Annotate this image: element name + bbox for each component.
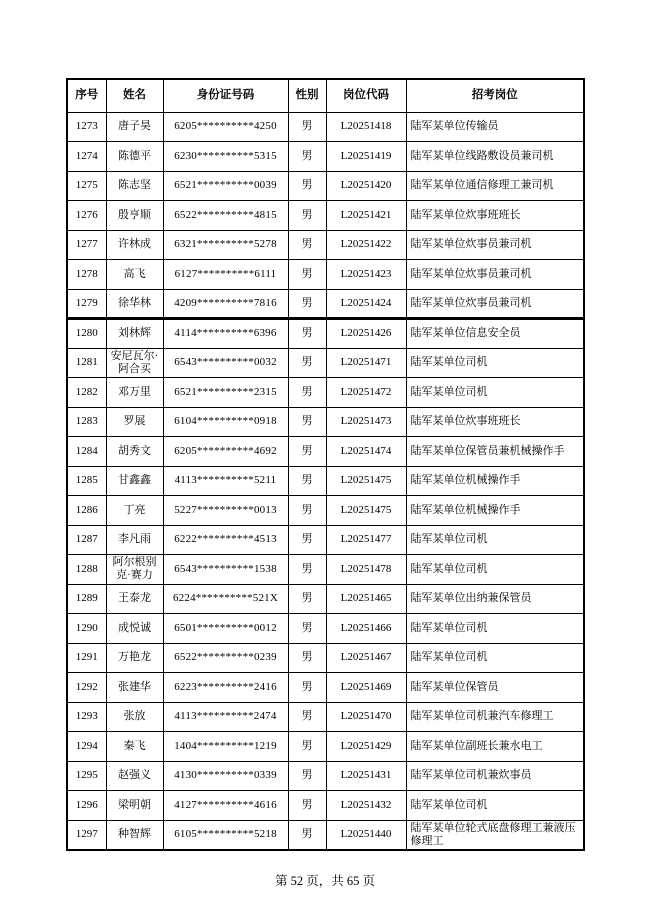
cell-seq: 1289 (67, 584, 106, 614)
cell-seq: 1283 (67, 407, 106, 437)
cell-name: 陈德平 (106, 142, 163, 172)
table-row (67, 732, 584, 762)
cell-code: L20251422 (326, 230, 406, 260)
cell-gender: 男 (288, 702, 326, 732)
cell-name: 梁明朝 (106, 791, 163, 821)
cell-code: L20251418 (326, 112, 406, 142)
cell-code: L20251478 (326, 555, 406, 585)
cell-seq: 1288 (67, 555, 106, 585)
cell-id: 4127**********4616 (163, 791, 288, 821)
cell-id: 6501**********0012 (163, 614, 288, 644)
cell-gender: 男 (288, 820, 326, 850)
cell-seq: 1282 (67, 378, 106, 408)
cell-id: 6205**********4250 (163, 112, 288, 142)
cell-seq: 1281 (67, 348, 106, 378)
cell-gender: 男 (288, 142, 326, 172)
table-row (67, 614, 584, 644)
cell-gender: 男 (288, 791, 326, 821)
cell-id: 6224**********521X (163, 584, 288, 614)
cell-position: 陆军某单位传输员 (406, 112, 584, 142)
cell-gender: 男 (288, 761, 326, 791)
cell-gender: 男 (288, 614, 326, 644)
cell-id: 6205**********4692 (163, 437, 288, 467)
table-row (67, 466, 584, 496)
cell-gender: 男 (288, 466, 326, 496)
table-header (67, 79, 584, 112)
cell-code: L20251465 (326, 584, 406, 614)
cell-position: 陆军某单位保管员 (406, 673, 584, 703)
table-row (67, 201, 584, 231)
cell-name: 许林成 (106, 230, 163, 260)
cell-name: 张放 (106, 702, 163, 732)
table-row (67, 112, 584, 142)
cell-code: L20251421 (326, 201, 406, 231)
cell-id: 4209**********7816 (163, 289, 288, 319)
cell-seq: 1286 (67, 496, 106, 526)
table-row (67, 407, 584, 437)
cell-id: 6543**********1538 (163, 555, 288, 585)
cell-name: 阿尔根别克·赛力 (106, 555, 163, 585)
cell-id: 6104**********0918 (163, 407, 288, 437)
cell-position: 陆军某单位司机 (406, 378, 584, 408)
cell-seq: 1294 (67, 732, 106, 762)
cell-gender: 男 (288, 260, 326, 290)
cell-id: 4114**********6396 (163, 319, 288, 349)
cell-gender: 男 (288, 525, 326, 555)
cell-position: 陆军某单位机械操作手 (406, 466, 584, 496)
cell-code: L20251424 (326, 289, 406, 319)
cell-seq: 1278 (67, 260, 106, 290)
cell-position: 陆军某单位司机 (406, 791, 584, 821)
cell-position: 陆军某单位出纳兼保管员 (406, 584, 584, 614)
cell-name: 王泰龙 (106, 584, 163, 614)
cell-seq: 1290 (67, 614, 106, 644)
table-row (67, 437, 584, 467)
cell-gender: 男 (288, 732, 326, 762)
cell-seq: 1292 (67, 673, 106, 703)
table-row (67, 378, 584, 408)
recruitment-table (66, 78, 585, 851)
table-row (67, 348, 584, 378)
cell-id: 1404**********1219 (163, 732, 288, 762)
cell-gender: 男 (288, 171, 326, 201)
cell-id: 6522**********0239 (163, 643, 288, 673)
table-row (67, 319, 584, 349)
cell-position: 陆军某单位副班长兼水电工 (406, 732, 584, 762)
cell-position: 陆军某单位机械操作手 (406, 496, 584, 526)
table-row (67, 496, 584, 526)
cell-code: L20251469 (326, 673, 406, 703)
cell-name: 高飞 (106, 260, 163, 290)
cell-id: 4113**********2474 (163, 702, 288, 732)
cell-name: 邓万里 (106, 378, 163, 408)
cell-code: L20251419 (326, 142, 406, 172)
cell-position: 陆军某单位轮式底盘修理工兼液压修理工 (406, 820, 584, 850)
cell-code: L20251475 (326, 466, 406, 496)
cell-code: L20251432 (326, 791, 406, 821)
cell-gender: 男 (288, 289, 326, 319)
cell-code: L20251431 (326, 761, 406, 791)
col-header-position: 招考岗位 (406, 79, 584, 112)
cell-gender: 男 (288, 348, 326, 378)
cell-position: 陆军某单位司机 (406, 348, 584, 378)
col-header-id: 身份证号码 (163, 79, 288, 112)
table-row (67, 260, 584, 290)
cell-code: L20251475 (326, 496, 406, 526)
cell-code: L20251477 (326, 525, 406, 555)
table-row (67, 525, 584, 555)
table-row (67, 702, 584, 732)
cell-name: 成悦诚 (106, 614, 163, 644)
cell-seq: 1291 (67, 643, 106, 673)
cell-position: 陆军某单位司机 (406, 555, 584, 585)
cell-id: 6521**********2315 (163, 378, 288, 408)
cell-name: 唐子昊 (106, 112, 163, 142)
cell-gender: 男 (288, 407, 326, 437)
cell-gender: 男 (288, 230, 326, 260)
cell-id: 6222**********4513 (163, 525, 288, 555)
cell-code: L20251429 (326, 732, 406, 762)
cell-name: 徐华林 (106, 289, 163, 319)
cell-code: L20251466 (326, 614, 406, 644)
col-header-name: 姓名 (106, 79, 163, 112)
cell-gender: 男 (288, 201, 326, 231)
cell-seq: 1273 (67, 112, 106, 142)
cell-name: 陈志坚 (106, 171, 163, 201)
cell-id: 6230**********5315 (163, 142, 288, 172)
table-row (67, 791, 584, 821)
cell-name: 丁亮 (106, 496, 163, 526)
cell-name: 万艳龙 (106, 643, 163, 673)
cell-gender: 男 (288, 319, 326, 349)
cell-gender: 男 (288, 673, 326, 703)
cell-seq: 1296 (67, 791, 106, 821)
cell-code: L20251473 (326, 407, 406, 437)
cell-gender: 男 (288, 378, 326, 408)
table-row (67, 673, 584, 703)
cell-position: 陆军某单位炊事员兼司机 (406, 230, 584, 260)
cell-position: 陆军某单位保管员兼机械操作手 (406, 437, 584, 467)
cell-position: 陆军某单位司机 (406, 643, 584, 673)
cell-seq: 1295 (67, 761, 106, 791)
cell-name: 安尼瓦尔·阿合买 (106, 348, 163, 378)
cell-code: L20251474 (326, 437, 406, 467)
cell-name: 胡秀文 (106, 437, 163, 467)
table-row (67, 142, 584, 172)
table-row (67, 643, 584, 673)
cell-name: 赵强义 (106, 761, 163, 791)
cell-name: 李凡雨 (106, 525, 163, 555)
table-row (67, 761, 584, 791)
col-header-seq: 序号 (67, 79, 106, 112)
table-row (67, 230, 584, 260)
col-header-gender: 性别 (288, 79, 326, 112)
cell-name: 张建华 (106, 673, 163, 703)
cell-position: 陆军某单位司机 (406, 525, 584, 555)
cell-position: 陆军某单位炊事班班长 (406, 407, 584, 437)
cell-id: 6127**********6111 (163, 260, 288, 290)
cell-code: L20251440 (326, 820, 406, 850)
cell-code: L20251471 (326, 348, 406, 378)
cell-name: 甘鑫鑫 (106, 466, 163, 496)
cell-position: 陆军某单位司机兼汽车修理工 (406, 702, 584, 732)
cell-seq: 1285 (67, 466, 106, 496)
cell-seq: 1280 (67, 319, 106, 349)
cell-id: 5227**********0013 (163, 496, 288, 526)
cell-id: 6321**********5278 (163, 230, 288, 260)
cell-gender: 男 (288, 496, 326, 526)
cell-code: L20251470 (326, 702, 406, 732)
cell-id: 6105**********5218 (163, 820, 288, 850)
cell-seq: 1276 (67, 201, 106, 231)
cell-seq: 1297 (67, 820, 106, 850)
cell-position: 陆军某单位司机兼炊事员 (406, 761, 584, 791)
cell-gender: 男 (288, 584, 326, 614)
cell-code: L20251472 (326, 378, 406, 408)
cell-id: 6521**********0039 (163, 171, 288, 201)
table-row (67, 555, 584, 585)
cell-seq: 1293 (67, 702, 106, 732)
cell-position: 陆军某单位通信修理工兼司机 (406, 171, 584, 201)
cell-code: L20251423 (326, 260, 406, 290)
cell-code: L20251420 (326, 171, 406, 201)
cell-position: 陆军某单位炊事员兼司机 (406, 260, 584, 290)
cell-gender: 男 (288, 643, 326, 673)
cell-gender: 男 (288, 437, 326, 467)
table-row (67, 289, 584, 319)
cell-id: 6543**********0032 (163, 348, 288, 378)
cell-seq: 1274 (67, 142, 106, 172)
cell-seq: 1287 (67, 525, 106, 555)
cell-gender: 男 (288, 112, 326, 142)
cell-id: 6522**********4815 (163, 201, 288, 231)
cell-position: 陆军某单位线路敷设员兼司机 (406, 142, 584, 172)
cell-seq: 1277 (67, 230, 106, 260)
cell-id: 6223**********2416 (163, 673, 288, 703)
cell-name: 殷亨顺 (106, 201, 163, 231)
cell-seq: 1279 (67, 289, 106, 319)
header-row (67, 79, 584, 112)
cell-code: L20251426 (326, 319, 406, 349)
page-number-footer: 第 52 页，共 65 页 (274, 874, 375, 888)
cell-id: 4113**********5211 (163, 466, 288, 496)
cell-position: 陆军某单位炊事员兼司机 (406, 289, 584, 319)
cell-seq: 1284 (67, 437, 106, 467)
table-row (67, 820, 584, 850)
cell-name: 种智辉 (106, 820, 163, 850)
cell-position: 陆军某单位信息安全员 (406, 319, 584, 349)
cell-code: L20251467 (326, 643, 406, 673)
table-row (67, 171, 584, 201)
cell-name: 刘林辉 (106, 319, 163, 349)
cell-seq: 1275 (67, 171, 106, 201)
cell-name: 罗展 (106, 407, 163, 437)
cell-position: 陆军某单位炊事班班长 (406, 201, 584, 231)
cell-gender: 男 (288, 555, 326, 585)
cell-position: 陆军某单位司机 (406, 614, 584, 644)
table-row (67, 584, 584, 614)
cell-name: 秦飞 (106, 732, 163, 762)
table-body (67, 112, 584, 850)
cell-id: 4130**********0339 (163, 761, 288, 791)
col-header-code: 岗位代码 (326, 79, 406, 112)
